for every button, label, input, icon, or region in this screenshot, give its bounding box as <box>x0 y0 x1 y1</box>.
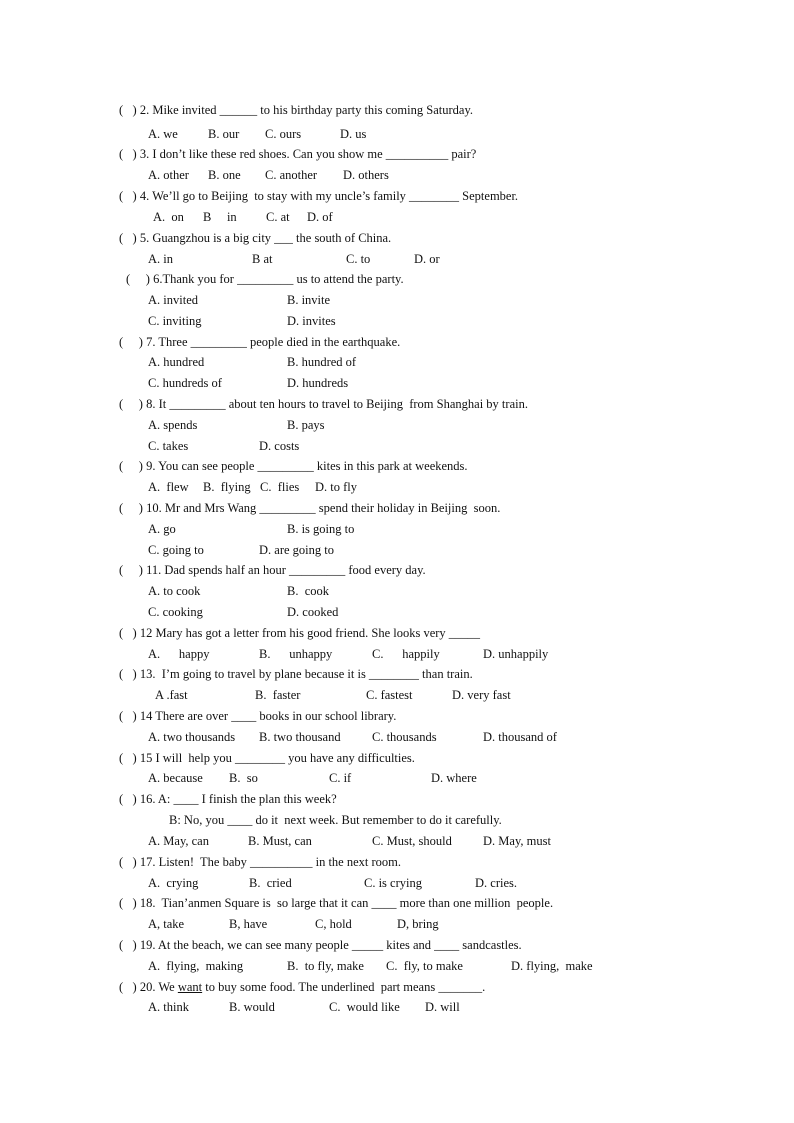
question-14-option-a: A. two thousands <box>148 730 236 744</box>
question-20-underlined-word: want <box>177 980 203 994</box>
question-10-option-b: B. is going to <box>287 522 355 536</box>
question-13-option-c: C. fastest <box>366 688 413 702</box>
question-9-option-d: D. to fly <box>315 480 358 494</box>
question-20-stem-post: to buy some food. The underlined part means _______. <box>202 980 486 994</box>
question-3-option-c: C. another <box>265 168 318 182</box>
question-6-option-a: A. invited <box>148 293 198 307</box>
question-14-option-c: C. thousands <box>372 730 437 744</box>
question-16-option-a: A. May, can <box>148 834 209 848</box>
question-14-option-b: B. two thousand <box>259 730 341 744</box>
question-5-option-d: D. or <box>414 252 440 266</box>
question-12-stem: ( ) 12 Mary has got a letter from his good friend. She looks very _____ <box>119 626 481 640</box>
question-16-line2: B: No, you ____ do it next week. But remember to do it carefully. <box>169 813 502 827</box>
question-19-option-a: A. flying, making <box>148 959 244 973</box>
question-13-option-d: D. very fast <box>452 688 511 702</box>
question-15-option-b: B. so <box>229 771 258 785</box>
question-3-option-b: B. one <box>208 168 241 182</box>
question-9-option-a: A. flew <box>148 480 189 494</box>
question-12-option-a: A. happy <box>148 647 210 661</box>
question-15-option-d: D. where <box>431 771 477 785</box>
question-18-option-d: D, bring <box>397 917 439 931</box>
question-4-option-d: D. of <box>307 210 333 224</box>
question-11-option-c: C. cooking <box>148 605 203 619</box>
question-17-option-d: D. cries. <box>475 876 517 890</box>
question-7-option-c: C. hundreds of <box>148 376 222 390</box>
question-8-stem: ( ) 8. It _________ about ten hours to travel to Beijing from Shanghai by train. <box>119 397 528 411</box>
question-8-option-c: C. takes <box>148 439 189 453</box>
question-20-option-d: D. will <box>425 1000 460 1014</box>
question-2-option-a: A. we <box>148 127 178 141</box>
question-17-option-a: A. crying <box>148 876 199 890</box>
question-2-option-b: B. our <box>208 127 240 141</box>
question-11-option-d: D. cooked <box>287 605 339 619</box>
question-7-option-d: D. hundreds <box>287 376 349 390</box>
question-20-option-a: A. think <box>148 1000 189 1014</box>
question-11-option-a: A. to cook <box>148 584 201 598</box>
question-16-option-b: B. Must, can <box>248 834 312 848</box>
question-17-option-b: B. cried <box>249 876 292 890</box>
question-15-stem: ( ) 15 I will help you ________ you have any difficulties. <box>119 751 415 765</box>
question-8-option-a: A. spends <box>148 418 198 432</box>
question-6-stem: ( ) 6.Thank you for _________ us to attend the party. <box>126 272 404 286</box>
question-11-option-b: B. cook <box>287 584 330 598</box>
question-5-option-b: B at <box>252 252 273 266</box>
question-3-option-a: A. other <box>148 168 189 182</box>
question-14-option-d: D. thousand of <box>483 730 557 744</box>
question-20-option-c: C. would like <box>329 1000 400 1014</box>
question-12-option-c: C. happily <box>372 647 440 661</box>
question-15-option-c: C. if <box>329 771 352 785</box>
question-10-option-d: D. are going to <box>259 543 334 557</box>
question-20-stem-pre: ( ) 20. We <box>119 980 178 994</box>
question-5-option-a: A. in <box>148 252 173 266</box>
question-16-option-c: C. Must, should <box>372 834 452 848</box>
question-17-option-c: C. is crying <box>364 876 422 890</box>
question-5-stem: ( ) 5. Guangzhou is a big city ___ the south of China. <box>119 231 392 245</box>
question-16-stem: ( ) 16. A: ____ I finish the plan this week? <box>119 792 337 806</box>
question-2-option-d: D. us <box>340 127 367 141</box>
question-13-stem: ( ) 13. I’m going to travel by plane because it is ________ than train. <box>119 667 473 681</box>
question-10-stem: ( ) 10. Mr and Mrs Wang _________ spend their holiday in Beijing soon. <box>119 501 501 515</box>
question-10-option-a: A. go <box>148 522 176 536</box>
question-18-stem: ( ) 18. Tian’anmen Square is so large that it can ____ more than one million people. <box>119 896 554 910</box>
question-16-option-d: D. May, must <box>483 834 551 848</box>
question-9-option-b: B. flying <box>203 480 251 494</box>
question-4-option-a: A. on <box>153 210 184 224</box>
question-8-option-b: B. pays <box>287 418 325 432</box>
question-4-option-c: C. at <box>266 210 290 224</box>
question-20-stem <box>119 979 485 995</box>
question-4-option-b: B in <box>203 210 237 224</box>
question-19-option-c: C. fly, to make <box>386 959 463 973</box>
question-13-option-a: A .fast <box>155 688 188 702</box>
question-11-stem: ( ) 11. Dad spends half an hour _________ food every day. <box>119 563 426 577</box>
question-9-option-c: C. flies <box>260 480 300 494</box>
question-3-option-d: D. others <box>343 168 389 182</box>
question-2-stem: ( ) 2. Mike invited ______ to his birthday party this coming Saturday. <box>119 103 474 117</box>
question-18-option-c: C, hold <box>315 917 352 931</box>
question-6-option-b: B. invite <box>287 293 331 307</box>
question-17-stem: ( ) 17. Listen! The baby __________ in the next room. <box>119 855 402 869</box>
question-6-option-d: D. invites <box>287 314 336 328</box>
question-12-option-b: B. unhappy <box>259 647 333 661</box>
question-6-option-c: C. inviting <box>148 314 202 328</box>
question-4-stem: ( ) 4. We’ll go to Beijing to stay with my uncle’s family ________ September. <box>119 189 519 203</box>
question-19-option-d: D. flying, make <box>511 959 593 973</box>
question-12-option-d: D. unhappily <box>483 647 549 661</box>
question-19-option-b: B. to fly, make <box>287 959 364 973</box>
question-14-stem: ( ) 14 There are over ____ books in our school library. <box>119 709 397 723</box>
question-10-option-c: C. going to <box>148 543 204 557</box>
question-5-option-c: C. to <box>346 252 371 266</box>
question-15-option-a: A. because <box>148 771 203 785</box>
question-9-stem: ( ) 9. You can see people _________ kites in this park at weekends. <box>119 459 468 473</box>
question-7-option-a: A. hundred <box>148 355 205 369</box>
question-3-stem: ( ) 3. I don’t like these red shoes. Can you show me __________ pair? <box>119 147 477 161</box>
question-18-option-a: A, take <box>148 917 185 931</box>
question-19-stem: ( ) 19. At the beach, we can see many people _____ kites and ____ sandcastles. <box>119 938 522 952</box>
question-13-option-b: B. faster <box>255 688 301 702</box>
question-20-option-b: B. would <box>229 1000 275 1014</box>
question-18-option-b: B, have <box>229 917 268 931</box>
question-2-option-c: C. ours <box>265 127 302 141</box>
question-7-stem: ( ) 7. Three _________ people died in the earthquake. <box>119 335 401 349</box>
question-8-option-d: D. costs <box>259 439 300 453</box>
question-7-option-b: B. hundred of <box>287 355 357 369</box>
